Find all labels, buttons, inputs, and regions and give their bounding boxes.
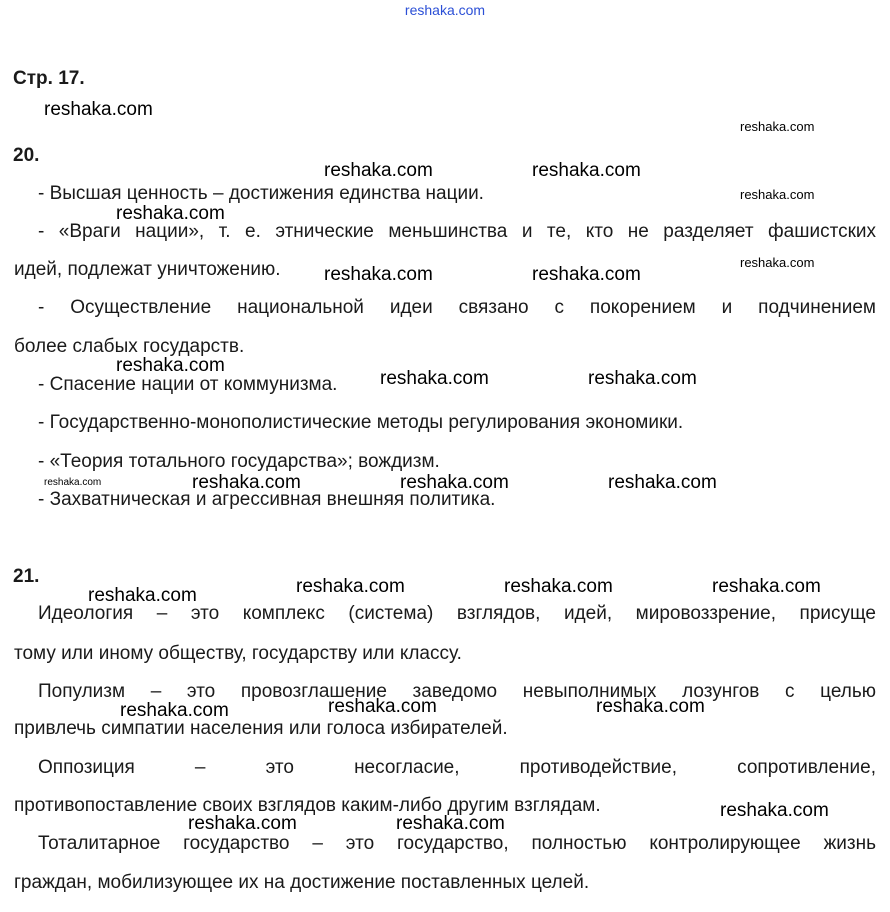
task-20-item: - Высшая ценность – достижения единства нации. [38,183,484,204]
watermark: reshaka.com [188,813,297,834]
watermark: reshaka.com [116,355,225,376]
task-20-item: - Захватническая и агрессивная внешняя политика. [38,489,496,510]
task-20-item: - Спасение нации от коммунизма. [38,374,338,395]
watermark: reshaka.com [532,264,641,285]
watermark: reshaka.com [720,800,829,821]
page-heading: Стр. 17. [13,68,85,89]
watermark: reshaka.com [504,576,613,597]
watermark: reshaka.com [120,700,229,721]
task-20-item: - Осуществление национальной идеи связано с покорением и подчинением [38,297,876,318]
site-link[interactable]: reshaka.com [404,2,486,18]
watermark: reshaka.com [88,585,197,606]
task-20-item: - Государственно-монополистические методы регулирования экономики. [38,412,684,433]
definition-line: Тоталитарное государство – это государство, полностью контролирующее жизнь [38,833,876,854]
watermark: reshaka.com [740,187,815,202]
definition-line: граждан, мобилизующее их на достижение поставленных целей. [14,872,590,893]
watermark: reshaka.com [588,368,697,389]
definition-line: противопоставление своих взглядов каким-либо другим взглядам. [14,795,601,816]
watermark: reshaka.com [740,255,815,270]
watermark: reshaka.com [324,160,433,181]
watermark: reshaka.com [400,472,509,493]
task-20-item: - «Теория тотального государства»; вождизм. [38,451,440,472]
watermark: reshaka.com [740,119,815,134]
watermark: reshaka.com [532,160,641,181]
watermark: reshaka.com [380,368,489,389]
definition-line: привлечь симпатии населения или голоса избирателей. [14,718,508,739]
watermark: reshaka.com [712,576,821,597]
watermark: reshaka.com [44,99,153,120]
definition-line: Оппозиция – это несогласие, противодействие, сопротивление, [38,757,876,778]
task-21-number: 21. [13,566,40,587]
task-20-number: 20. [13,145,40,166]
watermark: reshaka.com [192,472,301,493]
task-20-item: - «Враги нации», т. е. этнические меньшинства и те, кто не разделяет фашистских [38,221,876,242]
watermark: reshaka.com [596,696,705,717]
definition-line: Популизм – это провозглашение заведомо невыполнимых лозунгов с целью [38,681,876,702]
task-20-item-continued: более слабых государств. [14,336,245,357]
watermark: reshaka.com [396,813,505,834]
task-20-item-continued: идей, подлежат уничтожению. [14,259,281,280]
watermark: reshaka.com [608,472,717,493]
definition-line: тому или иному обществу, государству или классу. [14,643,462,664]
watermark: reshaka.com [44,477,102,488]
watermark: reshaka.com [328,696,437,717]
watermark: reshaka.com [296,576,405,597]
definition-line: Идеология – это комплекс (система) взглядов, идей, мировоззрение, присуще [38,603,876,624]
watermark: reshaka.com [116,203,225,224]
watermark: reshaka.com [324,264,433,285]
